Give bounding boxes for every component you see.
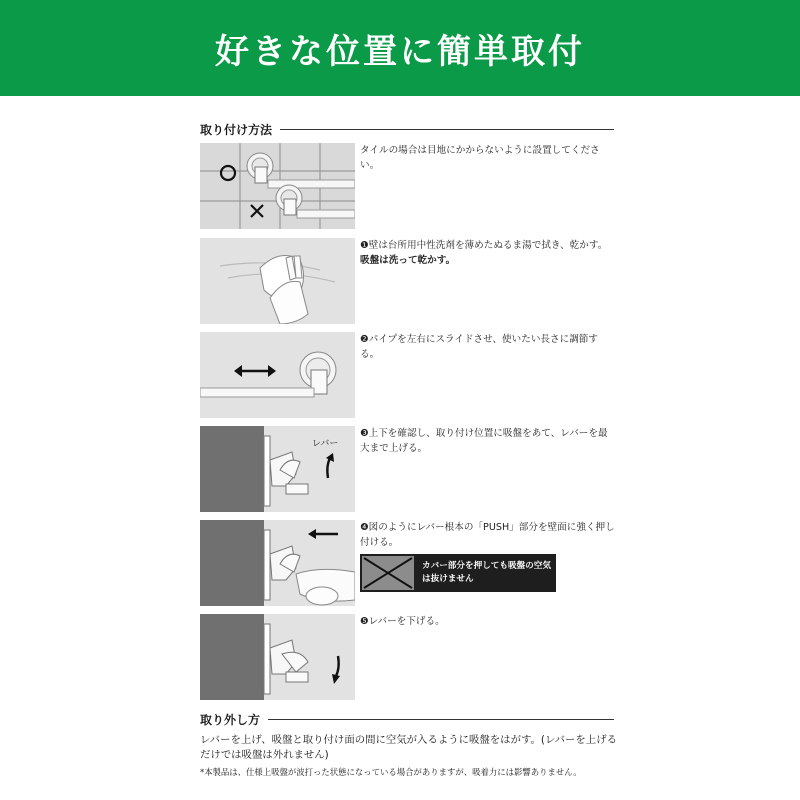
- warning-thumb: [362, 556, 414, 590]
- wipe-illustration: [200, 238, 355, 324]
- step-wipe-text: [360, 238, 616, 268]
- heading-rule: [280, 129, 614, 130]
- lever-down-illustration: [200, 614, 355, 700]
- step-lever-down-text: ❺レバーを下げる。: [360, 616, 445, 627]
- step-slide: [200, 332, 614, 418]
- banner-title: 好きな位置に簡単取付: [215, 31, 585, 72]
- step-lever-down: [200, 614, 614, 700]
- step-lever-up: [200, 426, 614, 512]
- lever-label: レバー: [312, 439, 339, 449]
- step-tile: [200, 143, 614, 229]
- install-heading-label: 取り付け方法: [200, 122, 273, 137]
- step-tile-text: タイルの場合は目地にかからないように設置してください。: [360, 145, 600, 171]
- tile-grid-image: [200, 143, 355, 229]
- step-push: [200, 520, 614, 606]
- slide-illustration: [200, 332, 355, 418]
- lever-down-image: [200, 614, 355, 700]
- step-wipe-normal: ❶壁は台所用中性洗剤を薄めたぬるま湯で拭き、乾かす。: [360, 240, 608, 251]
- removal-heading-label: 取り外し方: [200, 712, 261, 727]
- removal-note: *本製品は、仕様上吸盤が波打った状態になっている場合がありますが、吸着力には影響ありません。: [200, 767, 582, 777]
- lever-up-illustration: [200, 426, 355, 512]
- step-wipe-bold: 吸盤は洗って乾かす。: [360, 255, 456, 266]
- removal-text: レバーを上げ、吸盤と取り付け面の間に空気が入るように吸盤をはがす。(レバーを上げるだけでは吸盤は外れません): [200, 734, 617, 761]
- prohibited-icon: [362, 556, 414, 590]
- install-heading: [200, 119, 614, 139]
- header-banner: [0, 0, 800, 96]
- slide-pipe-image: [200, 332, 355, 418]
- step-wipe: [200, 238, 614, 324]
- step-push-text: ❹図のようにレバー根本の「PUSH」部分を壁面に強く押し付ける。: [360, 522, 615, 548]
- step-slide-text: ❷パイプを左右にスライドさせ、使いたい長さに調節する。: [360, 334, 598, 360]
- heading-rule: [268, 719, 614, 720]
- warning-text: カバー部分を押しても吸盤の空気は抜けません: [422, 561, 551, 584]
- step-lever-up-text: ❸上下を確認し、取り付け位置に吸盤をあて、レバーを最大まで上げる。: [360, 428, 608, 454]
- push-image: [200, 520, 355, 606]
- push-illustration: [200, 520, 355, 606]
- removal-heading: [200, 709, 614, 729]
- warning-box: [360, 554, 556, 592]
- wipe-hand-image: [200, 238, 355, 324]
- tile-illustration: [200, 143, 355, 229]
